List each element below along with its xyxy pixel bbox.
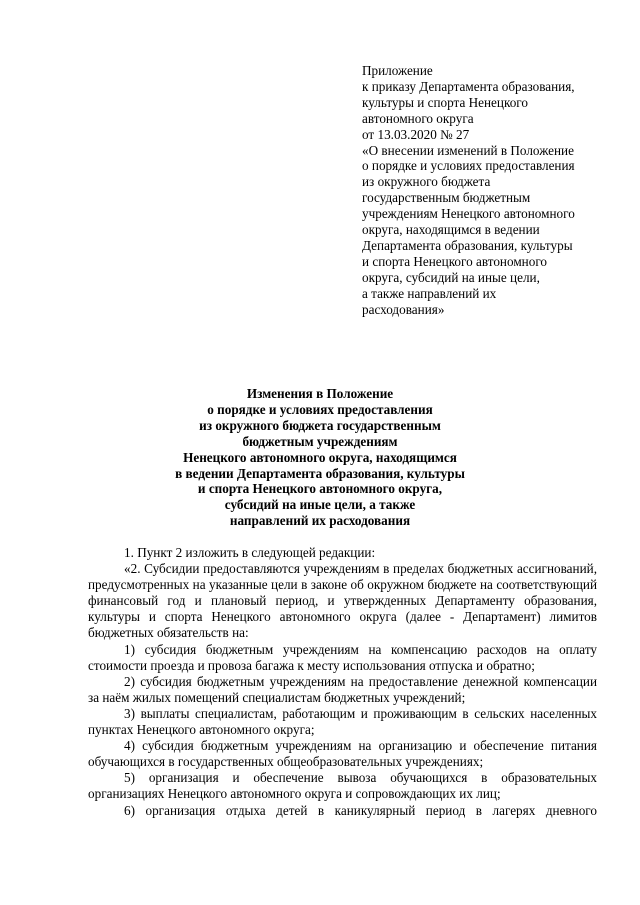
annex-line: округа, субсидий на иные цели, — [362, 269, 540, 285]
annex-line: к приказу Департамента образования, — [362, 78, 575, 94]
paragraph-clause-2: «2. Субсидии предоставляются учреждениям в пределах бюджетных ассигнований, предусмотренных на указанные цели в законе об окружном бюджете на соответствующий финансовый год и плановый период, и утвержденных Департаменту образования, культуры и спорта Ненецкого автономного округа (далее - Департамент) лимитов бюджетных обязательств на: — [88, 561, 597, 641]
title-line: бюджетным учреждениям — [242, 433, 398, 449]
document-title — [90, 386, 550, 529]
annex-line: государственным бюджетным — [362, 190, 531, 206]
annex-line: учреждениям Ненецкого автономного — [362, 206, 575, 222]
document-body — [88, 545, 597, 819]
list-item: 5) организация и обеспечение вывоза обучающихся в образовательных организациях Ненецкого автономного округа и сопровождающих их лиц; — [88, 770, 597, 802]
annex-line: а также направлений их — [362, 285, 497, 301]
annex-line: округа, находящимся в ведении — [362, 222, 540, 238]
list-item: 2) субсидия бюджетным учреждениям на предоставление денежной компенсации за наём жилых помещений специалистам бюджетных учреждений; — [88, 673, 597, 705]
title-line: направлений их расходования — [229, 513, 411, 529]
annex-line: культуры и спорта Ненецкого — [362, 94, 528, 110]
list-item: 6) организация отдыха детей в каникулярный период в лагерях дневного — [124, 802, 597, 818]
list-item: 1) субсидия бюджетным учреждениям на компенсацию расходов на оплату стоимости проезда и провоза багажа к месту использования отпуска и обратно; — [88, 641, 597, 673]
paragraph-clause-1: 1. Пункт 2 изложить в следующей редакции: — [124, 545, 376, 560]
title-line: в ведении Департамента образования, культуры — [175, 465, 465, 481]
annex-header — [362, 63, 612, 318]
annex-line: от 13.03.2020 № 27 — [362, 126, 470, 142]
annex-line: Департамента образования, культуры — [362, 237, 573, 253]
list-item: 3) выплаты специалистам, работающим и проживающим в сельских населенных пунктах Ненецкого автономного округа; — [88, 705, 597, 738]
annex-line: «О внесении изменений в Положение — [362, 142, 574, 158]
title-line: Ненецкого автономного округа, находящимся — [183, 449, 457, 465]
annex-line: из окружного бюджета — [362, 174, 491, 190]
annex-line: расходования» — [362, 301, 445, 317]
title-line: субсидий на иные цели, а также — [224, 497, 416, 513]
annex-line: автономного округа — [362, 110, 474, 126]
annex-line: о порядке и условиях предоставления — [362, 158, 575, 174]
title-line: и спорта Ненецкого автономного округа, — [197, 481, 443, 497]
title-line: о порядке и условиях предоставления — [207, 401, 433, 417]
annex-line: и спорта Ненецкого автономного — [362, 253, 548, 269]
title-line: Изменения в Положение — [246, 386, 394, 401]
title-line: из окружного бюджета государственным — [199, 417, 441, 433]
list-item: 4) субсидия бюджетным учреждениям на организацию и обеспечение питания обучающихся в государственных общеобразовательных учреждениях; — [88, 738, 597, 770]
annex-line: Приложение — [362, 63, 433, 78]
